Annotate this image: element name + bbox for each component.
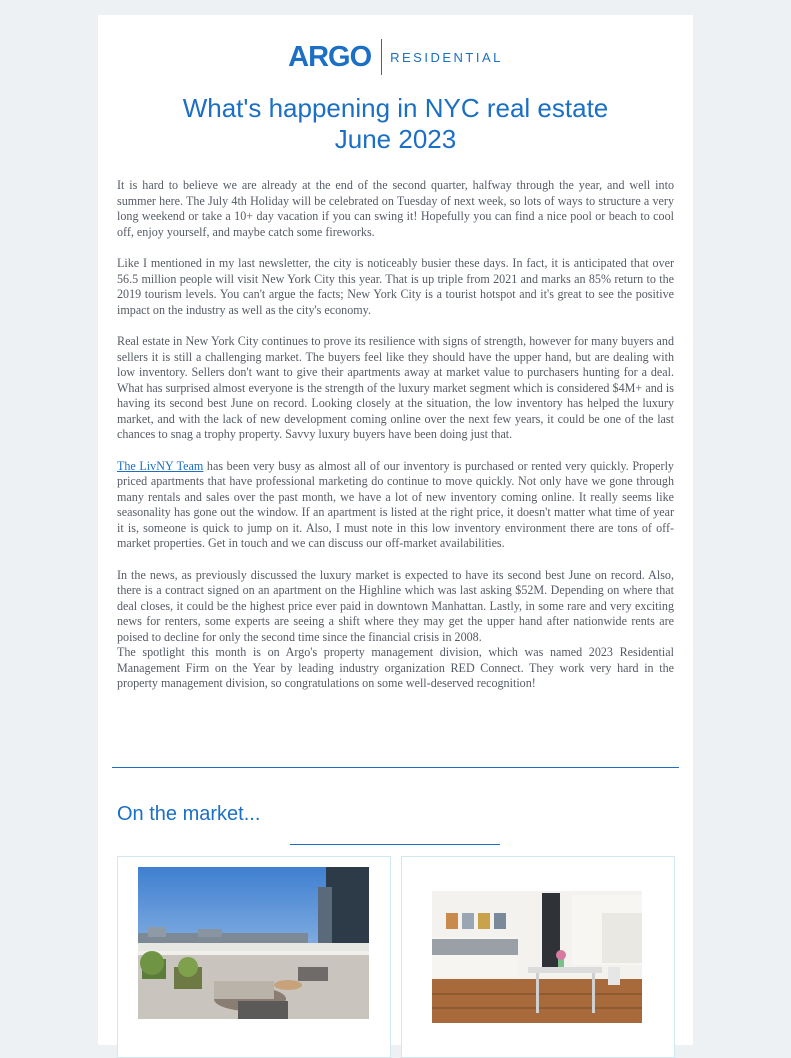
body-paragraph-text: has been very busy as almost all of our inventory is purchased or rented very quickly. Properly priced apartments that have professional marketing do continue to move quickly. Not only have we gone through many rentals and sales over the past month, we have a lot of new inventory coming online. It really seems like seasonality has gone out the window. If an apartment is listed at the right price, it doesn't matter what time of year it is, someone is quick to jump on it. Also, I must note in this low inventory environment there are tons of off-market properties. Get in touch and we can discuss our off-market availabilities.	[117, 458, 674, 550]
section-divider	[112, 767, 679, 768]
newsletter-card	[98, 15, 693, 1045]
livny-team-link[interactable]: The LivNY Team	[117, 458, 204, 473]
argo-residential-logo[interactable]	[98, 37, 693, 77]
listing-card-terrace[interactable]	[117, 856, 391, 1058]
headline-line-1: What's happening in NYC real estate	[182, 93, 609, 123]
newsletter-body	[117, 178, 674, 708]
body-paragraph: Like I mentioned in my last newsletter, the city is noticeably busier these days. In fact, it is anticipated that over 56.5 million people will visit New York City this year. That is up triple from 2021 and marks an 85% return to the 2019 tourism levels. You can't argue the facts; New York City is a tourist hotspot and it's great to see the positive impact on the industry as well as the city's economy.	[117, 256, 674, 317]
body-paragraph: Real estate in New York City continues to prove its resilience with signs of strength, however for many buyers and sellers it is still a challenging market. The buyers feel like they should have the upper hand, but are dealing with low inventory. Sellers don't want to give their apartments away at market value to purchasers hunting for a deal. What has surprised almost everyone is the strength of the luxury market segment which is considered $4M+ and is having its second best June on record. Looking closely at the situation, the low inventory has helped the luxury market, and with the lack of new development coming online over the next few years, it could be one of the last chances to snag a trophy property. Savvy luxury buyers have been doing just that.	[117, 334, 674, 441]
listing-card-bedroom[interactable]	[401, 856, 675, 1058]
terrace-photo[interactable]	[138, 867, 369, 1019]
bedroom-photo[interactable]	[432, 883, 642, 1023]
newsletter-headline	[98, 93, 693, 155]
headline-line-2: June 2023	[334, 124, 457, 154]
on-the-market-heading: On the market...	[117, 803, 261, 825]
body-paragraph	[117, 459, 674, 552]
logo-subtitle: RESIDENTIAL	[390, 49, 503, 65]
body-paragraph: In the news, as previously discussed the luxury market is expected to have its second best June on record. Also, there is a contract signed on an apartment on the Highline which was last asking $52M. Depending on where that deal closes, it could be the highest price ever paid in downtown Manhattan. Lastly, in some rare and very exciting news for renters, some experts are seeing a shift where they may get the upper hand after nationwide rents are poised to decline for only the second time since the financial crisis in 2008.	[117, 567, 674, 644]
body-paragraph: It is hard to believe we are already at the end of the second quarter, halfway through the year, and well into summer here. The July 4th Holiday will be celebrated on Tuesday of next week, so lots of ways to structure a very long weekend or take a 10+ day vacation if you can swing it! Hopefully you can find a nice pool or beach to cool off, enjoy yourself, and maybe catch some fireworks.	[117, 178, 674, 239]
logo-divider	[381, 39, 382, 75]
body-paragraph: The spotlight this month is on Argo's property management division, which was named 2023 Residential Management Firm on the Year by leading industry organization RED Connect. They work very hard in the property management division, so congratulations on some well-deserved recognition!	[117, 645, 674, 690]
logo-mark: ARGO	[288, 40, 372, 73]
heading-underline	[290, 844, 500, 845]
